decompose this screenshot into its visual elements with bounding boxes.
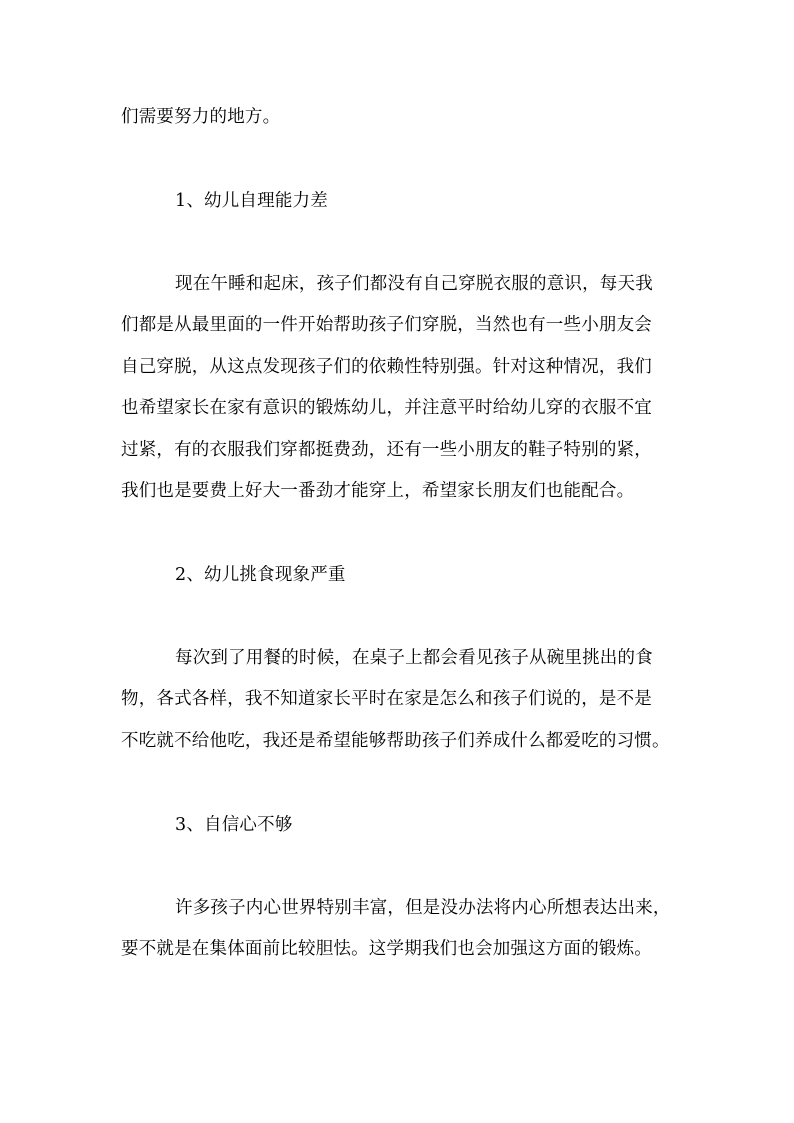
paragraph-line: 们都是从最里面的一件开始帮助孩子们穿脱，当然也有一些小朋友会 [121, 315, 652, 335]
paragraph-line: 许多孩子内心世界特别丰富，但是没办法将内心所想表达出来， [175, 898, 671, 918]
paragraph-line: 过紧，有的衣服我们穿都挺费劲，还有一些小朋友的鞋子特别的紧， [121, 440, 652, 460]
paragraph-line: 要不就是在集体面前比较胆怯。这学期我们也会加强这方面的锻炼。 [121, 939, 652, 959]
paragraph-continuation: 们需要努力的地方。 [121, 107, 281, 127]
section-heading: 3、自信心不够 [175, 815, 293, 835]
paragraph-line: 自己穿脱，从这点发现孩子们的依赖性特别强。针对这种情况，我们 [121, 357, 652, 377]
paragraph-line: 我们也是要费上好大一番劲才能穿上，希望家长朋友们也能配合。 [121, 481, 635, 501]
paragraph-line: 现在午睡和起床，孩子们都没有自己穿脱衣服的意识，每天我 [175, 274, 653, 294]
section-heading: 1、幼儿自理能力差 [175, 191, 328, 211]
paragraph-line: 每次到了用餐的时候，在桌子上都会看见孩子从碗里挑出的食 [175, 648, 653, 668]
paragraph-line: 也希望家长在家有意识的锻炼幼儿，并注意平时给幼儿穿的衣服不宜 [121, 398, 652, 418]
paragraph-line: 物，各式各样，我不知道家长平时在家是怎么和孩子们说的，是不是 [121, 689, 652, 709]
section-heading: 2、幼儿挑食现象严重 [175, 565, 346, 585]
paragraph-line: 不吃就不给他吃，我还是希望能够帮助孩子们养成什么都爱吃的习惯。 [121, 731, 670, 751]
